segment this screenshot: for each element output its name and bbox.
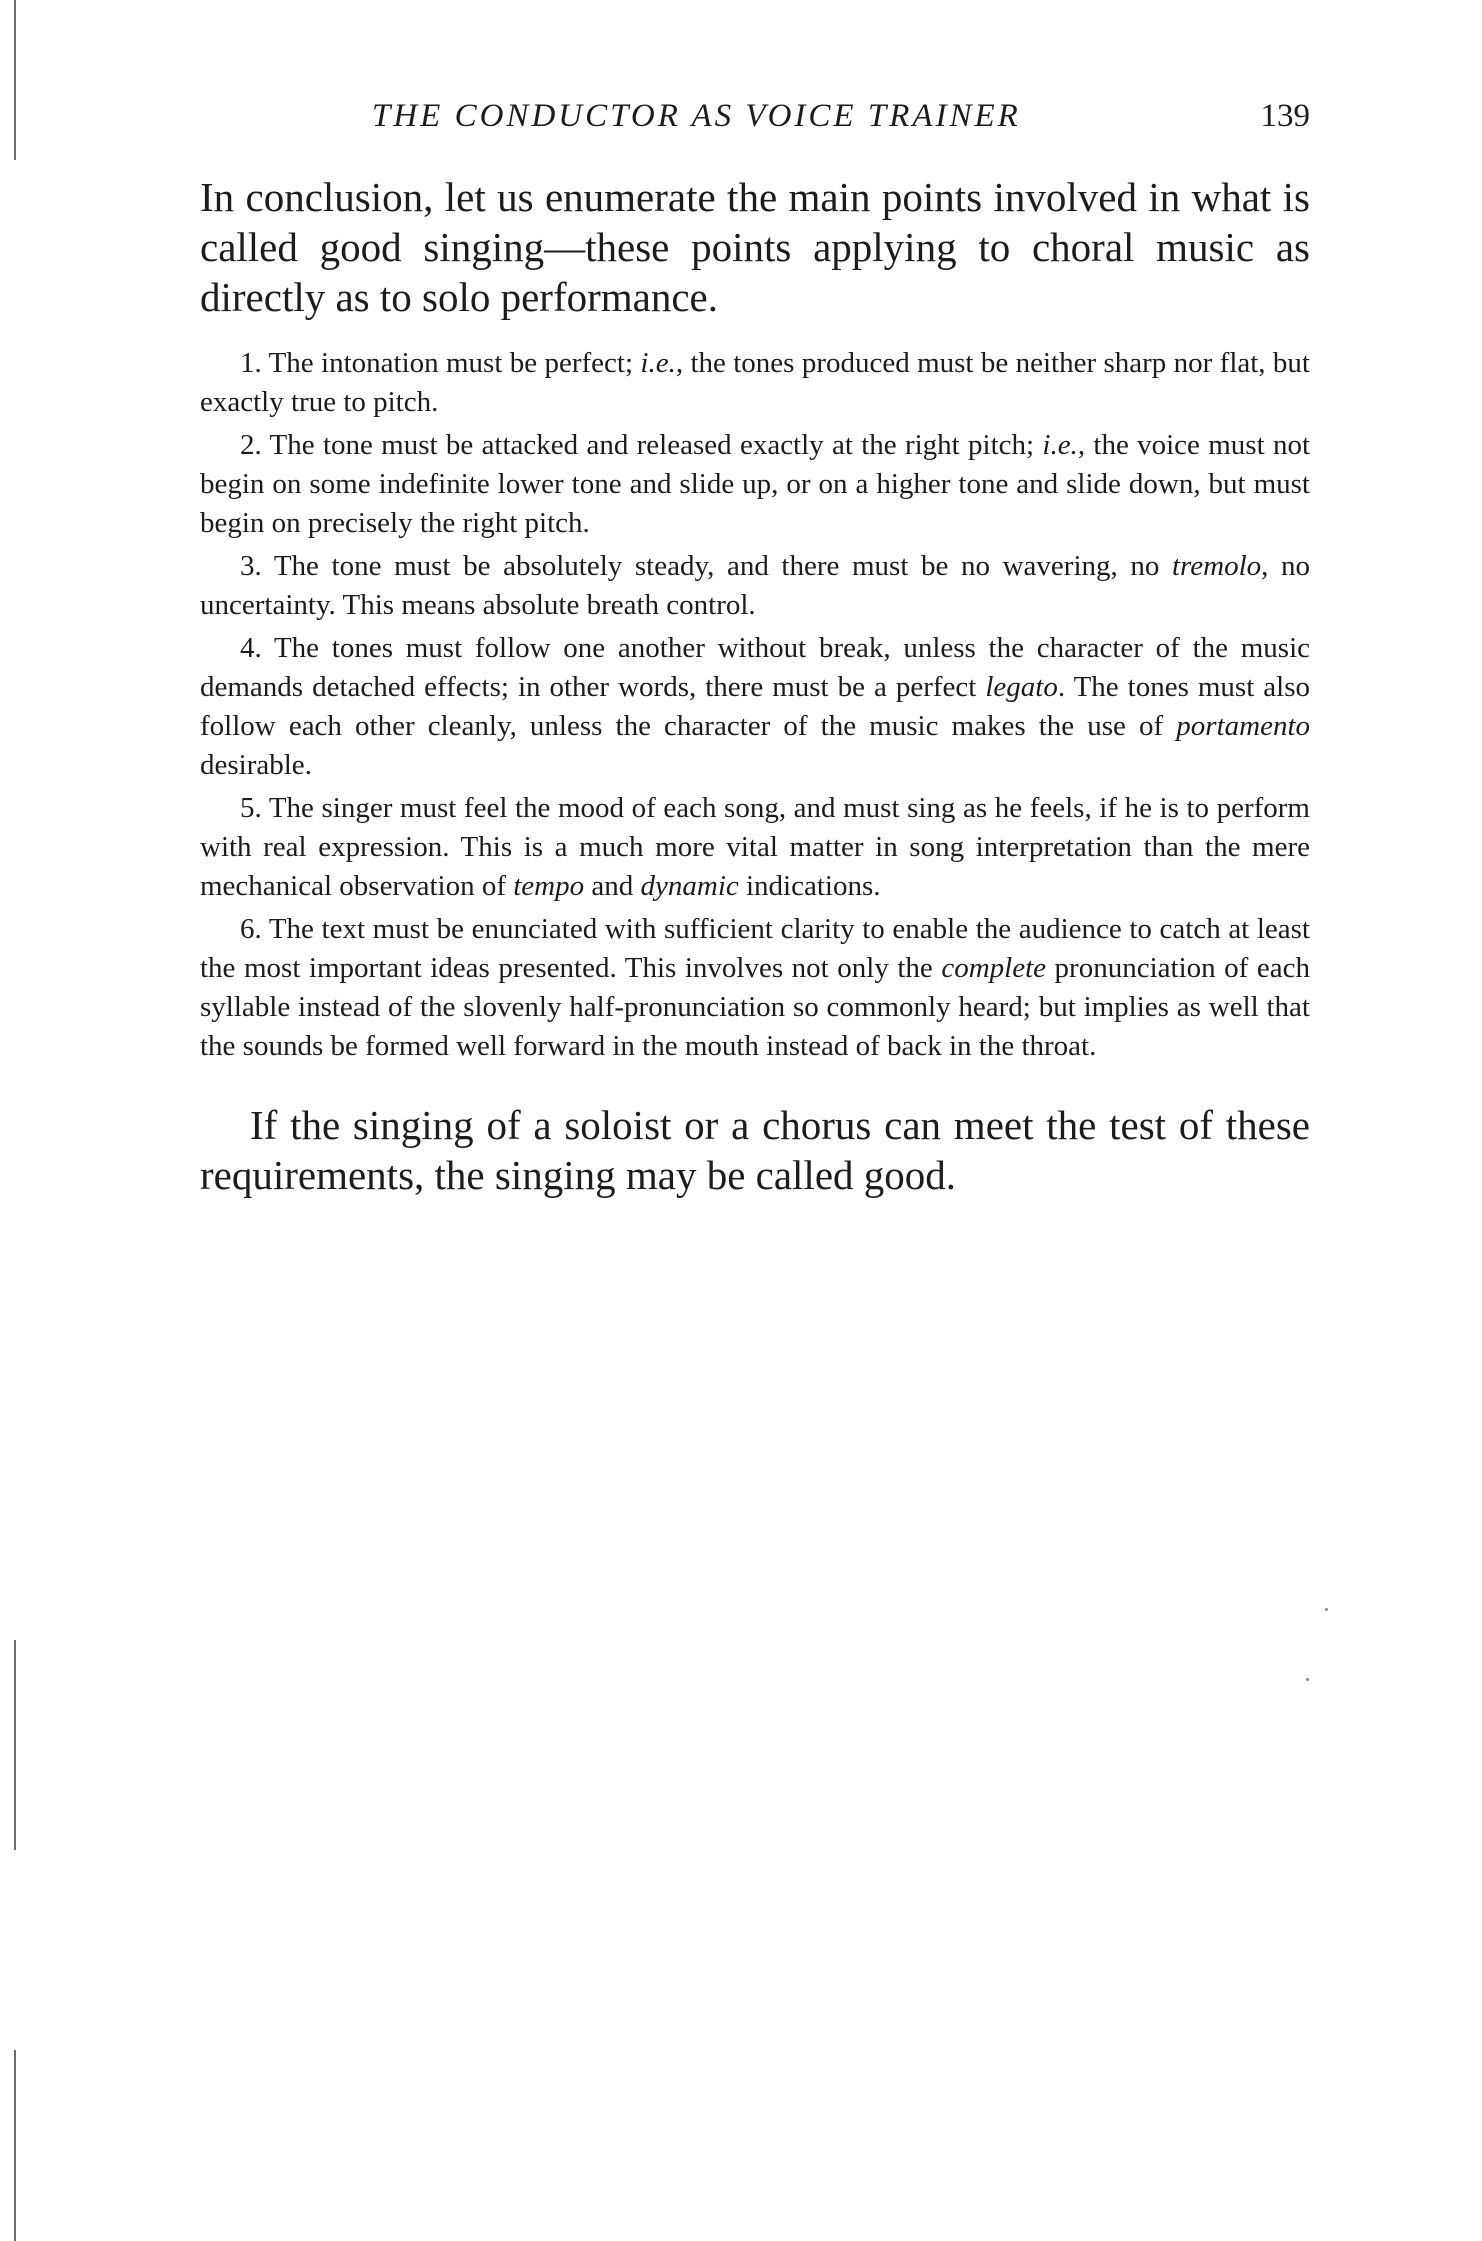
running-title: THE CONDUCTOR AS VOICE TRAINER [372,98,1021,134]
scan-margin-line-top [14,0,16,160]
item-text: The tones must follow one another without break, unless the character of the music demands detached effects; in other words, there must be a perfect legato. The tones must also follow each other cleanly, unless the character of the music makes the use of portamento desirable. [200,632,1310,781]
scan-speck [1325,1608,1328,1611]
scan-speck [1306,1678,1309,1681]
requirements-list [200,344,1310,1066]
item-text: The text must be enunciated with sufficient clarity to enable the audience to catch at least the most important ideas presented. This involves not only the complete pronunciation of each syllable instead of the slovenly half-pronunciation so commonly heard; but implies as well that the sounds be formed well forward in the mouth instead of back in the throat. [200,913,1310,1062]
list-item [200,426,1310,543]
list-item [200,344,1310,422]
item-number: 6. [240,913,262,945]
list-item [200,629,1310,785]
list-item [200,910,1310,1066]
item-number: 2. [240,429,262,461]
item-number: 3. [240,550,262,582]
item-text: The intonation must be perfect; i.e., the tones produced must be neither sharp nor flat, but exactly true to pitch. [200,347,1310,418]
closing-paragraph: If the singing of a soloist or a chorus can meet the test of these requirements, the singing may be called good. [200,1102,1310,1198]
list-item [200,789,1310,906]
item-number: 1. [240,347,262,379]
page-number: 139 [1260,98,1310,134]
scan-margin-line-bottom [14,2050,16,2241]
intro-paragraph: In conclusion, let us enumerate the main points involved in what is called good singing—these points applying to choral music as directly as to solo performance. [200,174,1310,320]
item-number: 4. [240,632,262,664]
item-text: The singer must feel the mood of each song, and must sing as he feels, if he is to perform with real expression. This is a much more vital matter in song interpretation than the mere mechanical observation of tempo and dynamic indications. [200,792,1310,902]
scan-margin-line-mid [14,1640,16,1850]
item-number: 5. [240,792,262,824]
item-text: The tone must be attacked and released exactly at the right pitch; i.e., the voice must not begin on some indefinite lower tone and slide up, or on a higher tone and slide down, but must begin on precisely the right pitch. [200,429,1310,539]
page-body [200,172,1310,1200]
item-text: The tone must be absolutely steady, and there must be no wavering, no tremolo, no uncertainty. This means absolute breath control. [200,550,1310,621]
page-header [200,98,1310,142]
list-item [200,547,1310,625]
